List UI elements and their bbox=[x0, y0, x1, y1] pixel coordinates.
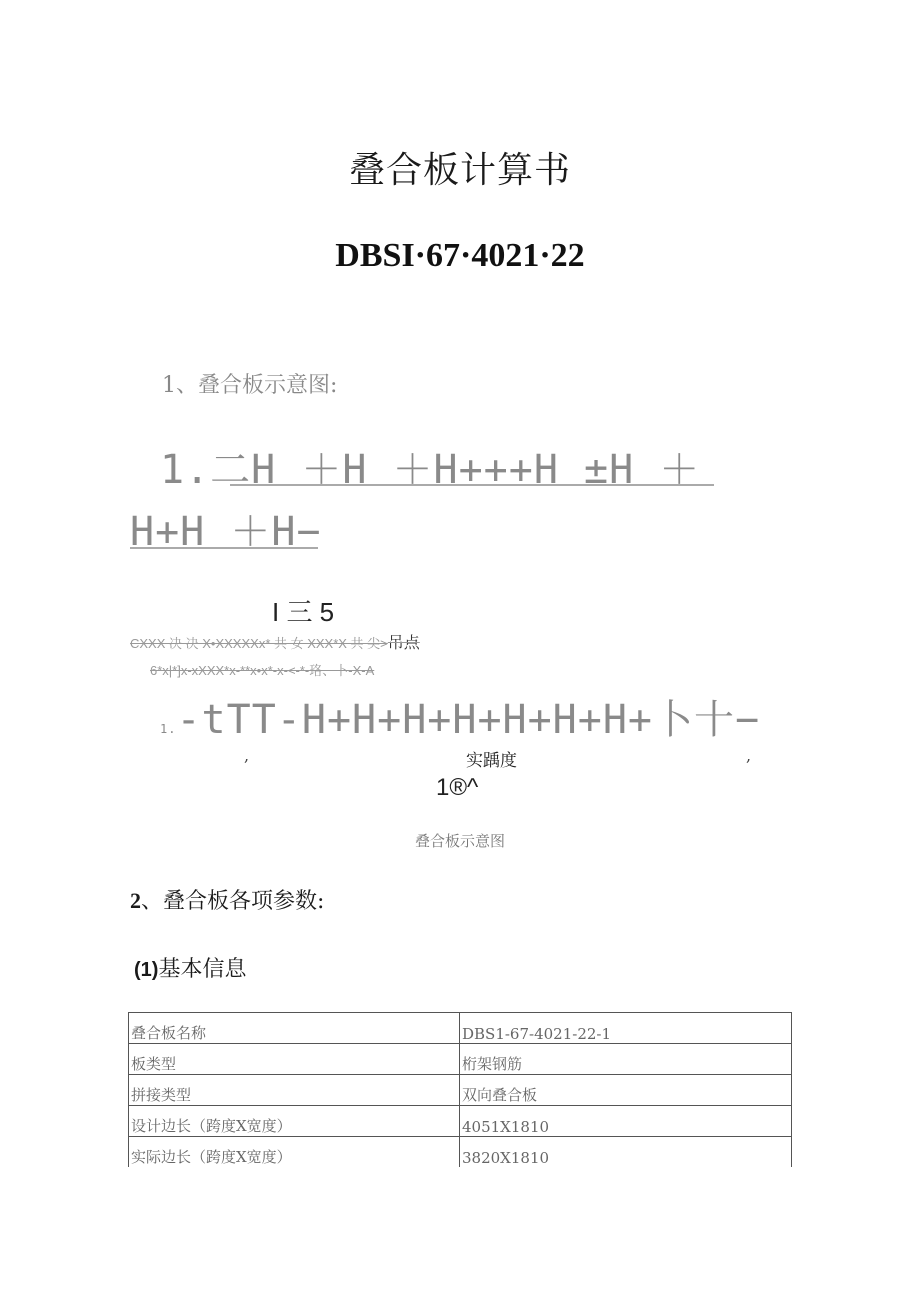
diagram-underline-1 bbox=[230, 484, 714, 486]
diagram-note-1 bbox=[130, 630, 420, 653]
table-cell-value: 双向叠合板 bbox=[460, 1075, 792, 1106]
section-2-number: 2 bbox=[130, 888, 141, 913]
table-cell-label: 板类型 bbox=[129, 1044, 460, 1075]
subsection-1-text: 基本信息 bbox=[158, 957, 247, 982]
table-cell-label: 设计边长（跨度X宽度） bbox=[129, 1106, 460, 1137]
diagram-mark-left: , bbox=[244, 746, 250, 765]
table-cell-label: 拼接类型 bbox=[129, 1075, 460, 1106]
table-row bbox=[129, 1013, 792, 1044]
figure-caption: 叠合板示意图 bbox=[414, 832, 505, 850]
diagram-line-3-text: -tTT-H+H+H+H+H+H+H+卜十− bbox=[176, 697, 761, 743]
diagram-mark-right: , bbox=[746, 746, 752, 765]
document-title: 叠合板计算书 bbox=[348, 150, 571, 191]
table-cell-label: 叠合板名称 bbox=[129, 1013, 460, 1044]
section-2-heading bbox=[130, 884, 324, 915]
basic-info-table bbox=[128, 1012, 792, 1167]
span-value: 1®^ bbox=[436, 774, 479, 801]
table-cell-value: 4051X1810 bbox=[460, 1106, 792, 1137]
document-code: DBSI·67·4021·22 bbox=[335, 237, 585, 274]
table-row bbox=[129, 1075, 792, 1106]
diagram-line-1: 1.二H ＋H ＋H+++H ±H ＋ bbox=[160, 447, 701, 493]
table-row bbox=[129, 1137, 792, 1168]
table-row bbox=[129, 1106, 792, 1137]
span-label: 实踽度 bbox=[466, 751, 517, 770]
subsection-1-number: (1) bbox=[134, 959, 159, 981]
table-cell-label: 实际边长（跨度X宽度） bbox=[129, 1137, 460, 1168]
lifting-point-label: 吊点 bbox=[387, 635, 420, 652]
diagram-line-3 bbox=[160, 688, 760, 745]
diagram-note-2: 6*x|*]x-xXXX*x-**x•x*-x-<-*-珞、卜-X-A bbox=[150, 663, 375, 678]
diagram-underline-2 bbox=[130, 547, 318, 549]
section-2-text: 、叠合板各项参数: bbox=[141, 889, 325, 914]
table-cell-value: DBS1-67-4021-22-1 bbox=[460, 1013, 792, 1044]
subsection-1-heading bbox=[134, 952, 246, 983]
table-cell-value: 3820X1810 bbox=[460, 1137, 792, 1168]
table-row bbox=[129, 1044, 792, 1075]
diagram-line-2: H+H ＋H− bbox=[130, 509, 322, 555]
diagram-note-1-text: CXXX 决 决 X•XXXXXx* 共 女 XXX*X 共 尖> bbox=[130, 636, 388, 651]
diagram-line-3-prefix: 1. bbox=[160, 722, 177, 736]
table-cell-value: 桁架钢筋 bbox=[460, 1044, 792, 1075]
section-1-heading: 1、叠合板示意图: bbox=[162, 373, 338, 398]
diagram-label-a: I 三 5 bbox=[272, 597, 335, 627]
